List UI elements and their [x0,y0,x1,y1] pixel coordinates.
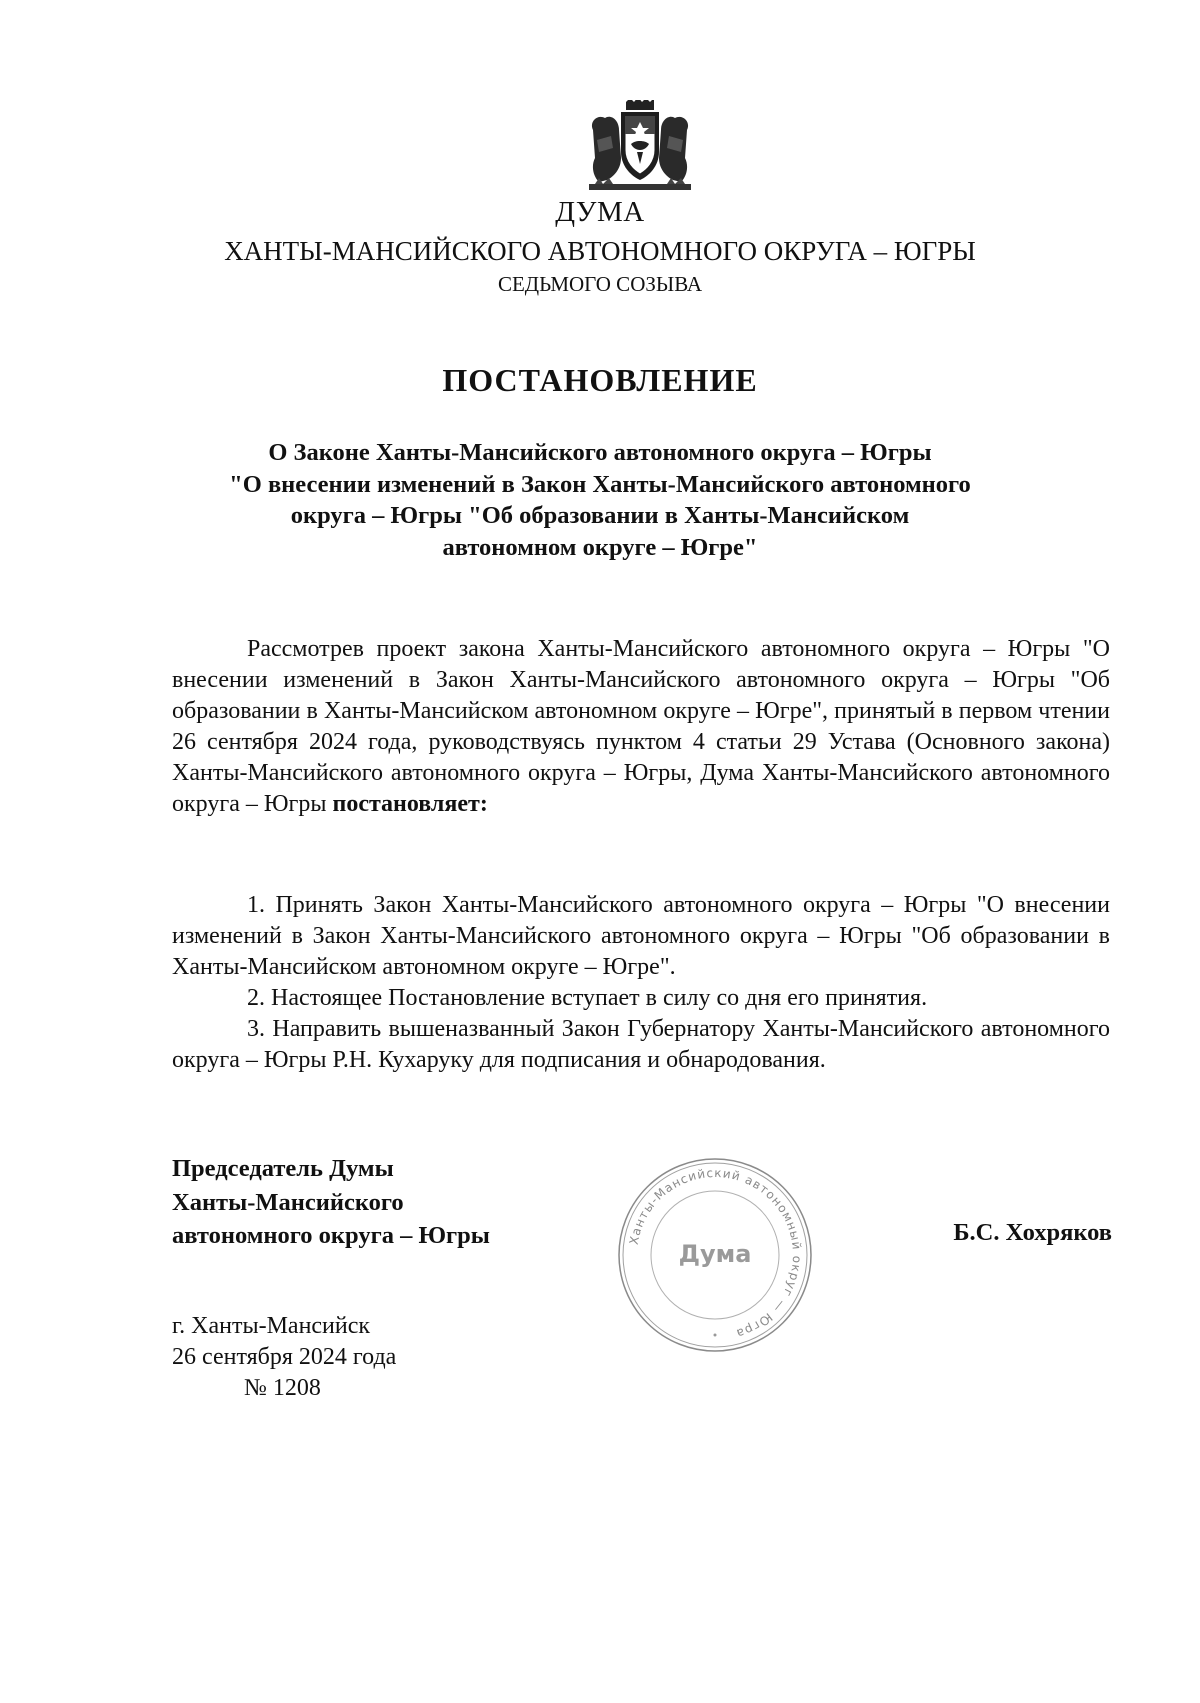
stamp-center-text: Дума [678,1240,752,1268]
signatory-name: Б.С. Хохряков [953,1219,1112,1246]
document-type: ПОСТАНОВЛЕНИЕ [442,362,758,398]
official-stamp-icon [615,1155,815,1355]
stamp-ring-text: Ханты-Мансийский автономный округ — Югра [626,1165,805,1341]
decree-item-3: 3. Направить вышеназванный Закон Губернатору Ханты-Мансийского автономного округа – Югры Р.Н. Кухаруку для подписания и обнародования. [172,1016,1110,1073]
subject-line: О Законе Ханты-Мансийского автономного округа – Югры [268,439,932,466]
document-subject [200,437,1000,563]
subject-line: автономном округе – Югре" [442,533,758,561]
preamble [172,634,1110,820]
subject-line: округа – Югры "Об образовании в Ханты-Мансийском [290,502,910,529]
coat-of-arms-icon [585,100,695,192]
decree-item-1: 1. Принять Закон Ханты-Мансийского автономного округа – Югры "О внесении изменений в Закон Ханты-Мансийского автономного округа – Югры "Об образовании в Ханты-Мансийском автономном округе – Югре". [172,892,1110,980]
position-line: автономного округа – Югры [172,1222,490,1249]
decree-word: постановляет: [332,791,488,817]
date: 26 сентября 2024 года [172,1344,397,1370]
organ-title: ДУМА [555,196,645,228]
signatory-position [172,1152,490,1253]
region-title: ХАНТЫ-МАНСИЙСКОГО АВТОНОМНОГО ОКРУГА – ЮГРЫ [224,236,976,266]
position-line: Председатель Думы [172,1155,394,1182]
place-and-date [172,1311,396,1404]
position-line: Ханты-Мансийского [172,1188,404,1216]
subject-line: "О внесении изменений в Закон Ханты-Мансийского автономного [229,470,971,498]
decree-item-2: 2. Настоящее Постановление вступает в силу со дня его принятия. [247,985,928,1011]
preamble-text: Рассмотрев проект закона Ханты-Мансийского автономного округа – Югры "О внесении изменений в Закон Ханты-Мансийского автономного округа – Югры "Об образовании в Ханты-Мансийском автономном округе – Югре", принятый в первом чтении 26 сентября 2024 года, руководствуясь пунктом 4 статьи 29 Устава (Основного закона) Ханты-Мансийского автономного округа – Югры, Дума Ханты-Мансийского автономного округа – Югры [172,636,1110,817]
document-number: № 1208 [244,1375,321,1401]
decree-items [172,890,1110,1076]
city: г. Ханты-Мансийск [172,1313,371,1339]
convocation-title: СЕДЬМОГО СОЗЫВА [497,272,703,296]
preamble-paragraph [172,634,1110,820]
